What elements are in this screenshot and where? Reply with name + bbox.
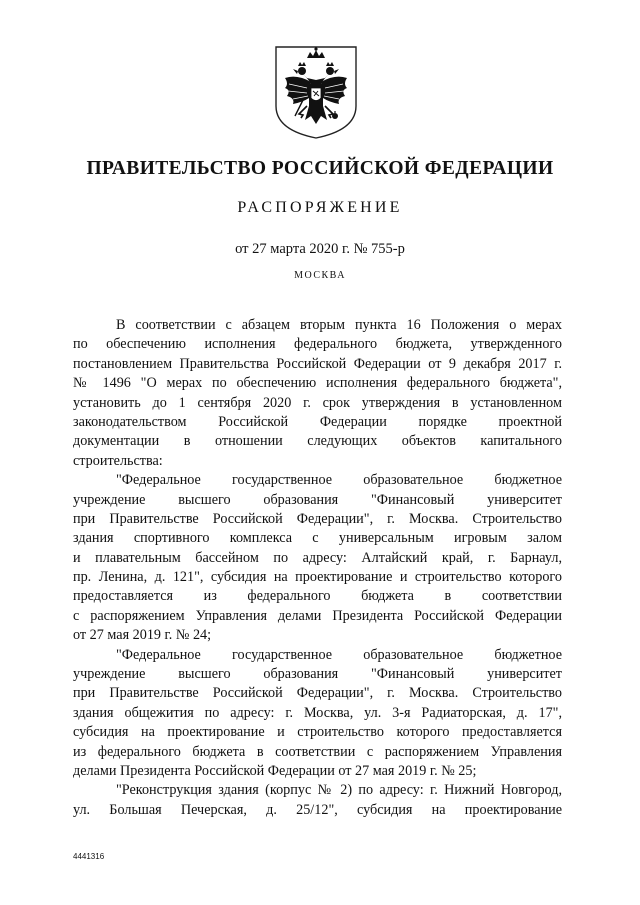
date-and-number: от 27 марта 2020 г. № 755-р [235, 241, 405, 257]
text-line: постановлением Правительства Российской Федерации от 9 декабря 2017 г. [73, 355, 562, 372]
text-line: "Реконструкция здания (корпус № 2) по адресу: г. Нижний Новгород, [116, 782, 562, 799]
text-line: учреждение высшего образования "Финансовый университет [73, 666, 562, 683]
city: МОСКВА [294, 270, 346, 281]
text-line: "Федеральное государственное образовательное бюджетное [116, 472, 562, 489]
text-line: пр. Ленина, д. 121", субсидия на проектирование и строительство которого [73, 569, 562, 586]
text-line: строительства: [73, 452, 163, 469]
document-body [73, 316, 562, 820]
text-line: от 27 мая 2019 г. № 24; [73, 627, 212, 644]
government-title: ПРАВИТЕЛЬСТВО РОССИЙСКОЙ ФЕДЕРАЦИИ [86, 158, 554, 179]
text-line: установить до 1 сентября 2020 г. срок утверждения в установленном [73, 394, 562, 411]
text-line: и плавательным бассейном по адресу: Алтайский край, г. Барнаул, [73, 549, 562, 566]
text-line: законодательством Российской Федерации порядке проектной [73, 413, 562, 430]
text-line: учреждение высшего образования "Финансовый университет [73, 491, 562, 508]
text-line: здания спортивного комплекса с универсальным игровым залом [73, 530, 562, 547]
text-line: № 1496 "О мерах по обеспечению исполнения федерального бюджета", [73, 375, 562, 392]
coat-of-arms-emblem [273, 44, 359, 140]
text-line: ул. Большая Печерская, д. 25/12", субсидия на проектирование [73, 801, 562, 818]
text-line: В соответствии с абзацем вторым пункта 16 Положения о мерах [116, 317, 562, 333]
text-line: при Правительстве Российской Федерации", г. Москва. Строительство [73, 510, 562, 527]
document-type: РАСПОРЯЖЕНИЕ [237, 199, 403, 216]
text-line: "Федеральное государственное образовательное бюджетное [116, 646, 562, 663]
text-line: делами Президента Российской Федерации от 27 мая 2019 г. № 25; [73, 762, 477, 779]
text-line: с распоряжением Управления делами Президента Российской Федерации [73, 607, 562, 624]
text-line: при Правительстве Российской Федерации", г. Москва. Строительство [73, 685, 562, 702]
text-line: субсидия на проектирование и строительство которого предоставляется [73, 724, 562, 741]
text-line: предоставляется из федерального бюджета в соответствии [73, 588, 562, 605]
text-line: здания общежития по адресу: г. Москва, ул. 3-я Радиаторская, д. 17", [73, 704, 562, 721]
text-line: документации в отношении следующих объектов капитального [73, 433, 562, 450]
document-code: 4441316 [73, 852, 105, 861]
text-line: из федерального бюджета в соответствии с распоряжением Управления [73, 743, 562, 760]
text-line: по обеспечению исполнения федерального бюджета, утвержденного [73, 336, 562, 353]
